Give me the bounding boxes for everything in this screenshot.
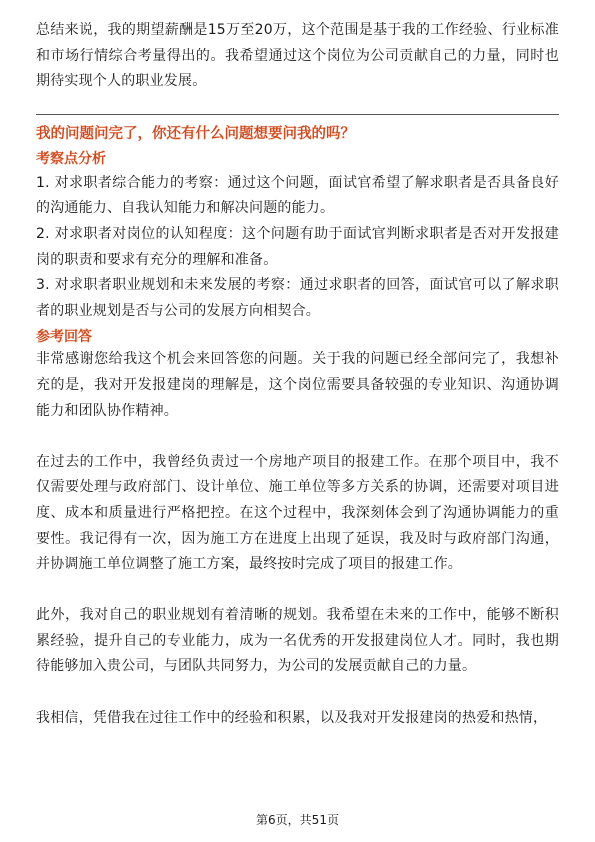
reference-paragraph: 在过去的工作中，我曾经负责过一个房地产项目的报建工作。在那个项目中，我不仅需要处理与政府部门、设计单位、施工单位等多方关系的协调，还需要对项目进度、成本和质量进行严格把控。在这个过程中，我深刻体会到了沟通协调能力的重要性。我记得有一次，因为施工方在进度上出现了延误，我及时与政府部门沟通，并协调施工单位调整了施工方案，最终按时完成了项目的报建工作。 xyxy=(36,453,559,573)
reference-heading: 参考回答 xyxy=(36,329,92,346)
paragraph-spacer xyxy=(36,578,559,604)
analysis-point: 2. 对求职者对岗位的认知程度：这个问题有助于面试官判断求职者是否对开发报建岗的职责和要求有充分的理解和准备。 xyxy=(36,225,559,268)
reference-paragraph: 非常感谢您给我这个机会来回答您的问题。关于我的问题已经全部问完了，我想补充的是，我对开发报建岗的理解是，这个岗位需要具备较强的专业知识、沟通协调能力和团队协作精神。 xyxy=(36,351,559,419)
analysis-point: 1. 对求职者综合能力的考察：通过这个问题，面试官希望了解求职者是否具备良好的沟通能力、自我认知能力和解决问题的能力。 xyxy=(36,174,559,217)
reference-paragraph: 此外，我对自己的职业规划有着清晰的规划。我希望在未来的工作中，能够不断积累经验，提升自己的专业能力，成为一名优秀的开发报建岗位人才。同时，我也期待能够加入贵公司，与团队共同努力，为公司的发展贡献自己的力量。 xyxy=(36,607,559,675)
paragraph-spacer xyxy=(36,424,559,450)
question-heading: 我的问题问完了，你还有什么问题想要问我的吗？ xyxy=(36,125,355,142)
document-page xyxy=(36,18,559,731)
reference-paragraph: 我相信，凭借我在过往工作中的经验和积累，以及我对开发报建岗的热爱和热情， xyxy=(36,709,548,726)
paragraph-spacer xyxy=(36,680,559,706)
analysis-heading: 考察点分析 xyxy=(36,150,106,167)
page-number-footer: 第6页，共51页 xyxy=(256,813,339,827)
section-divider xyxy=(36,114,559,115)
analysis-point: 3. 对求职者职业规划和未来发展的考察：通过求职者的回答，面试官可以了解求职者的职业规划是否与公司的发展方向相契合。 xyxy=(36,277,559,319)
intro-paragraph: 总结来说，我的期望薪酬是15万至20万，这个范围是基于我的工作经验、行业标准和市场行情综合考量得出的。我希望通过这个岗位为公司贡献自己的力量，同时也期待实现个人的职业发展。 xyxy=(36,22,559,90)
